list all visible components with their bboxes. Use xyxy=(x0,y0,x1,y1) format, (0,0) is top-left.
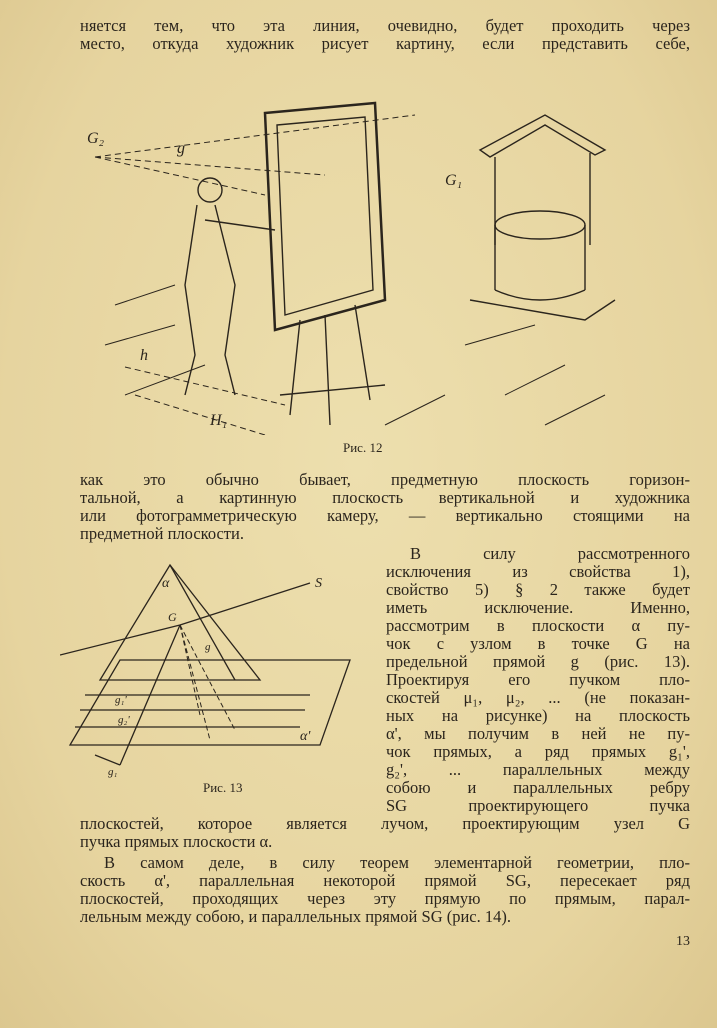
label-G2: G₂ xyxy=(87,130,105,147)
text-line: тальной, а картинную плоскость вертикальной и художника xyxy=(80,488,690,507)
text-line: собою и параллельных ребру xyxy=(386,778,690,797)
label-H1: H₁ xyxy=(210,412,228,429)
text-line: Проектируя его пучком пло- xyxy=(386,670,690,689)
text-line: лельным между собою, и параллельных прямой SG (рис. 14). xyxy=(80,907,511,926)
figure-12-illustration xyxy=(85,95,665,435)
text-line: рассмотрим в плоскости α пу- xyxy=(386,616,690,635)
label-G1: G₁ xyxy=(445,172,463,189)
label-h: h xyxy=(140,347,148,364)
text-line: исключения из свойства 1), xyxy=(386,562,690,581)
label-G: G xyxy=(168,610,177,624)
text-line: место, откуда художник рисует картину, если представить себе, xyxy=(80,34,690,53)
text-line: иметь исключение. Именно, xyxy=(386,598,690,617)
text-line: няется тем, что эта линия, очевидно, будет проходить через xyxy=(80,16,690,35)
text-line: В силу рассмотренного xyxy=(410,544,690,563)
text-line: скостей μ₁, μ₂, ... (не показан- xyxy=(386,688,690,707)
text-line: как это обычно бывает, предметную плоскость горизон- xyxy=(80,470,690,489)
figure-13-diagram xyxy=(60,555,360,780)
text-line: предметной плоскости. xyxy=(80,524,244,543)
label-alpha-prime: α' xyxy=(300,729,311,744)
label-S: S xyxy=(315,576,322,591)
text-line: свойство 5) § 2 также будет xyxy=(386,580,690,599)
page-number: 13 xyxy=(676,934,690,949)
text-line: плоскостей, проходящих через эту прямую по прямым, парал- xyxy=(80,889,690,908)
text-line: чок с узлом в точке G на xyxy=(386,634,690,653)
text-line: плоскостей, которое является лучом, проектирующим узел G xyxy=(80,814,690,833)
label-g1: g₁ xyxy=(108,766,118,778)
text-line: чок прямых, а ряд прямых g₁', xyxy=(386,742,690,761)
label-alpha: α xyxy=(162,576,170,591)
text-line: предельной прямой g (рис. 13). xyxy=(386,652,690,671)
figure-12-caption: Рис. 12 xyxy=(343,440,383,455)
text-line: α', мы получим в ней не пу- xyxy=(386,724,690,743)
label-g2-prime: g₂' xyxy=(118,714,130,726)
text-line: или фотограмметрическую камеру, — вертикально стоящими на xyxy=(80,506,690,525)
text-line: В самом деле, в силу теорем элементарной геометрии, пло- xyxy=(104,853,690,872)
label-g1-prime: g₁' xyxy=(115,694,127,706)
text-line: SG проектирующего пучка xyxy=(386,796,690,815)
text-line: ных на рисунке) на плоскость xyxy=(386,706,690,725)
figure-13-caption: Рис. 13 xyxy=(203,780,243,795)
label-g: g xyxy=(177,140,185,157)
text-line: пучка прямых плоскости α. xyxy=(80,832,273,851)
text-line: g₂', ... параллельных между xyxy=(386,760,690,779)
label-g: g xyxy=(205,641,211,653)
text-line: скость α', параллельная некоторой прямой SG, пересекает ряд xyxy=(80,871,690,890)
